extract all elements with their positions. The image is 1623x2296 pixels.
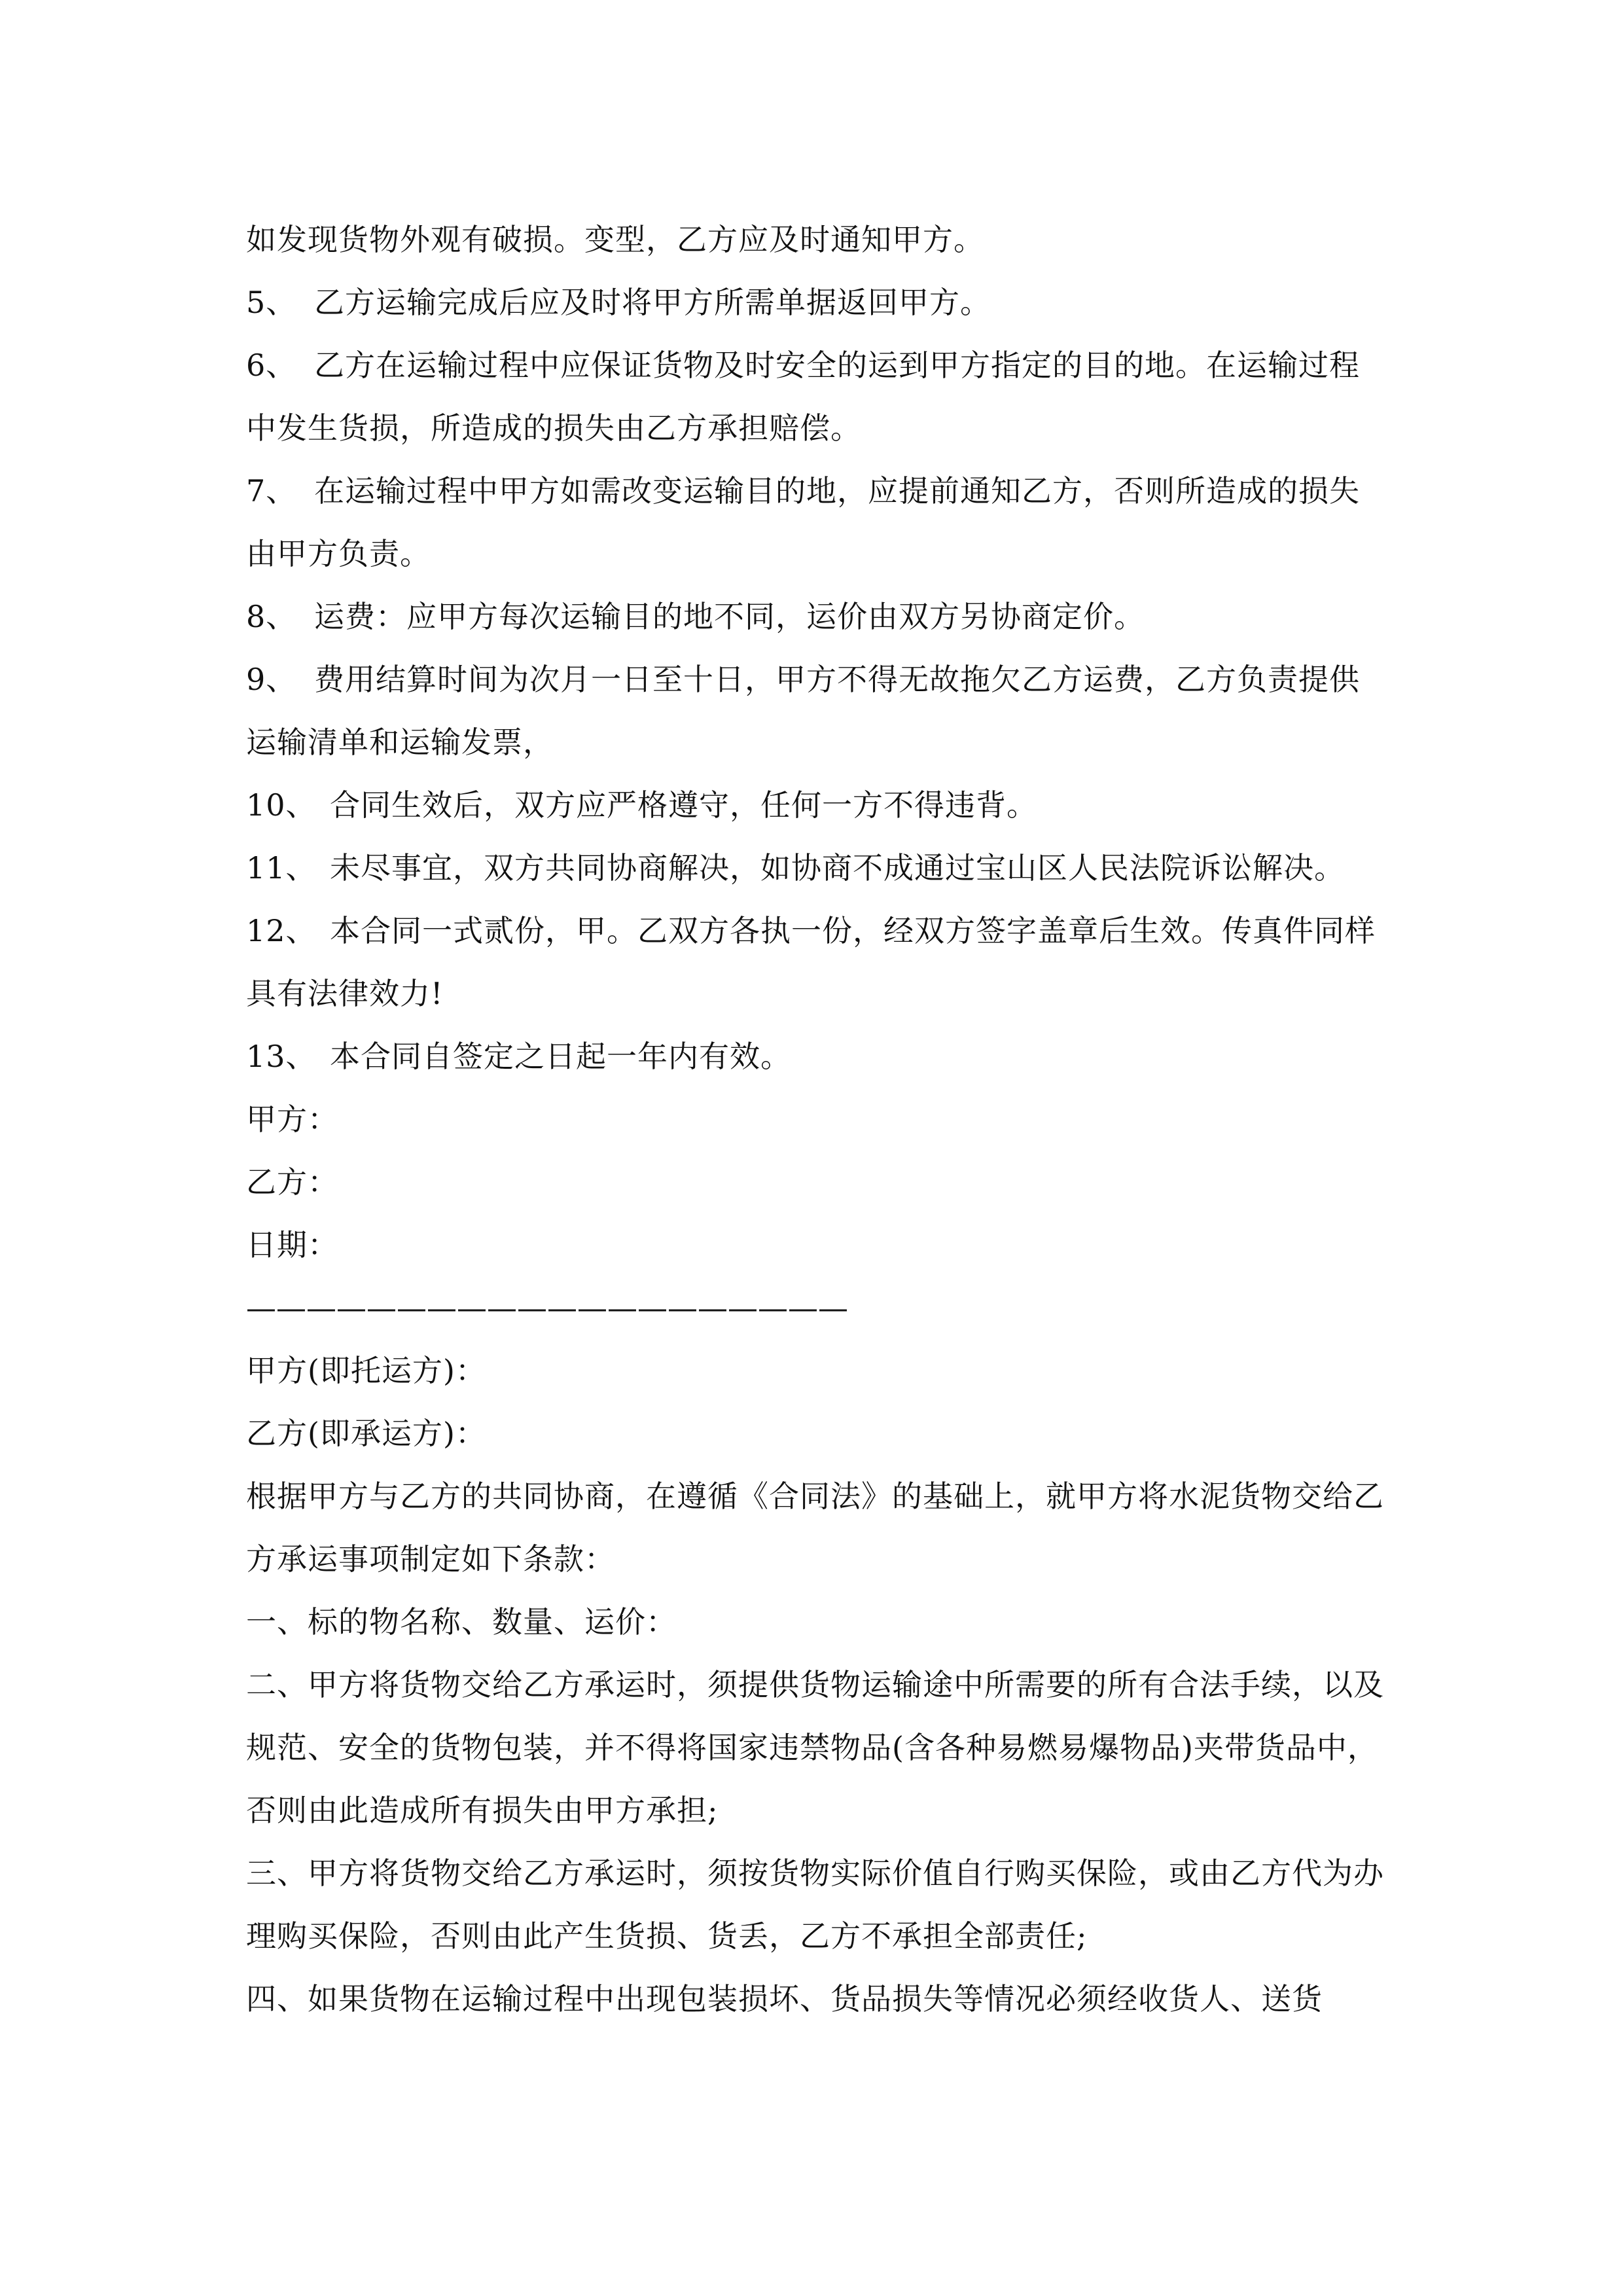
clause-10: [246, 774, 1385, 836]
clause-number: 6、: [246, 348, 297, 383]
clause-text: 未尽事宜，双方共同协商解决，如协商不成通过宝山区人民法院诉讼解决。: [330, 850, 1345, 886]
clause-11: [246, 836, 1385, 899]
clause-4-continuation: 如发现货物外观有破损。变型，乙方应及时通知甲方。: [246, 222, 984, 257]
signature-date: 日期：: [246, 1227, 338, 1263]
clause-text: 乙方在运输过程中应保证货物及时安全的运到甲方指定的目的地。在运输过程中发生货损，所造成的损失由乙方承担赔偿。: [246, 348, 1360, 446]
clause-number: 5、: [246, 285, 297, 320]
clause-13: [246, 1025, 1385, 1088]
contract2-intro: 根据甲方与乙方的共同协商，在遵循《合同法》的基础上，就甲方将水泥货物交给乙方承运事项制定如下条款：: [246, 1479, 1384, 1577]
document-body: [246, 208, 1385, 2030]
signature-party-a: 甲方：: [246, 1102, 338, 1137]
clause-12: [246, 899, 1385, 1025]
contract2-party-b: 乙方(即承运方)：: [246, 1416, 486, 1451]
clause-text: 合同生效后，双方应严格遵守，任何一方不得违背。: [330, 787, 1037, 823]
contract2-party-a: 甲方(即托运方)：: [246, 1353, 486, 1388]
clause-number: 7、: [246, 473, 297, 509]
clause-8: [246, 585, 1385, 648]
clause-6: [246, 334, 1385, 459]
contract2-item-2: 二、甲方将货物交给乙方承运时，须提供货物运输途中所需要的所有合法手续，以及规范、安全的货物包装，并不得将国家违禁物品(含各种易燃易爆物品)夹带货品中，否则由此造成所有损失由甲方承担;: [246, 1667, 1384, 1828]
clause-text: 本合同一式贰份，甲。乙双方各执一份，经双方签字盖章后生效。传真件同样具有法律效力!: [246, 913, 1376, 1011]
clause-9: [246, 648, 1385, 774]
clause-number: 12、: [246, 913, 317, 948]
clause-text: 乙方运输完成后应及时将甲方所需单据返回甲方。: [314, 285, 991, 320]
clause-number: 13、: [246, 1039, 317, 1074]
clause-text: 本合同自签定之日起一年内有效。: [330, 1039, 791, 1074]
contract2-item-4: 四、如果货物在运输过程中出现包装损坏、货品损失等情况必须经收货人、送货: [246, 1981, 1323, 2017]
clause-text: 费用结算时间为次月一日至十日，甲方不得无故拖欠乙方运费，乙方负责提供运输清单和运输发票，: [246, 662, 1360, 760]
clause-5: [246, 271, 1385, 334]
contract2-item-1: 一、标的物名称、数量、运价：: [246, 1604, 677, 1640]
section-divider: ————————————————————: [246, 1290, 848, 1325]
clause-number: 8、: [246, 599, 297, 634]
contract2-item-3: 三、甲方将货物交给乙方承运时，须按货物实际价值自行购买保险，或由乙方代为办理购买保险，否则由此产生货损、货丢，乙方不承担全部责任;: [246, 1856, 1384, 1954]
clause-number: 9、: [246, 662, 297, 697]
clause-text: 运费：应甲方每次运输目的地不同，运价由双方另协商定价。: [314, 599, 1145, 634]
clause-number: 11、: [246, 850, 317, 886]
signature-party-b: 乙方：: [246, 1164, 338, 1200]
clause-7: [246, 459, 1385, 585]
clause-number: 10、: [246, 787, 317, 823]
clause-text: 在运输过程中甲方如需改变运输目的地，应提前通知乙方，否则所造成的损失由甲方负责。: [246, 473, 1360, 571]
